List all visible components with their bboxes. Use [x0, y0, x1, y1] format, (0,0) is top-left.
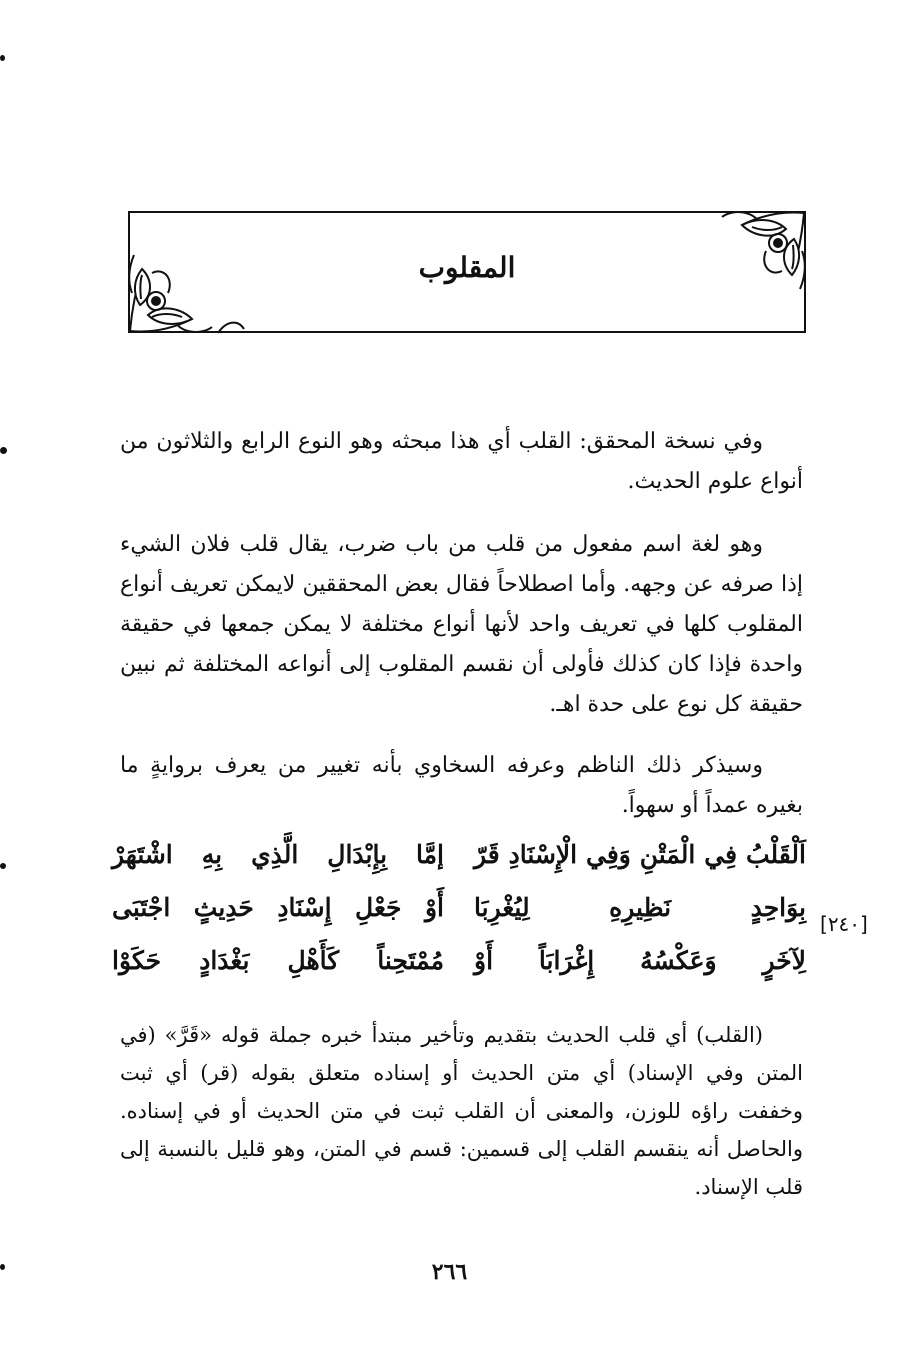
paragraph-text: وسيذكر ذلك الناظم وعرفه السخاوي بأنه تغيير من يعرف بروايةٍ ما بغيره عمداً أو سهواً. [120, 753, 803, 818]
chapter-title-frame [128, 211, 806, 333]
verse-second-hemistich: إمَّا بِإِبْدَالِ الَّذِي بِهِ اشْتَهَرْ [112, 840, 444, 869]
paragraph-text: وهو لغة اسم مفعول من قلب من باب ضرب، يقال قلب فلان الشيء إذا صرفه عن وجهه. وأما اصطلاحاً فقال بعض المحققين لايمكن تعريف أنواع المقلوب كلها في تعريف واحد لأنها أنواع مختلفة لا يمكن جمعها في حقيقة واحدة فإذا كان كذلك فأولى أن نقسم المقلوب إلى أنواعه المختلفة ثم نبين حقيقة كل نوع على حدة اهـ. [120, 532, 803, 717]
verse-first-hemistich: اَلْقَلْبُ فِي الْمَتْنِ وَفِي الْإِسْنَادِ قَرّ [474, 840, 806, 869]
paragraph-sakhawi-definition [120, 746, 803, 826]
verse-line [112, 946, 806, 999]
paragraph-linguistic-definition [120, 525, 803, 725]
verse-first-hemistich: بِوَاحِدٍ نَظِيرِهِ لِيُغْرِبَا [474, 893, 806, 922]
paragraph-manuscript-note [120, 422, 803, 502]
verse-line [112, 840, 806, 893]
paragraph-commentary [120, 1016, 803, 1206]
paragraph-text: (القلب) أي قلب الحديث بتقديم وتأخير مبتدأ خبره جملة قوله «قَرَّ» (في المتن وفي الإسناد) أي متن الحديث أو إسناده متعلق بقوله (قر) أي ثبت وخففت راؤه للوزن، والمعنى أن القلب ثبت في متن الحديث أو في إسناده. والحاصل أنه ينقسم القلب إلى قسمين: قسم في المتن، وهو قليل بالنسبة إلى قلب الإسناد. [120, 1023, 803, 1199]
poem-verses [112, 840, 806, 999]
page-number: ٢٦٦ [431, 1259, 468, 1285]
verse-second-hemistich: مُمْتَحِناً كَأَهْلِ بَغْدَادٍ حَكَوْا [112, 946, 444, 975]
verse-line [112, 893, 806, 946]
chapter-title: المقلوب [418, 251, 516, 284]
verse-second-hemistich: أَوْ جَعْلِ إِسْنَادِ حَدِيثٍ اجْتَبَى [112, 893, 444, 922]
paragraph-text: وفي نسخة المحقق: القلب أي هذا مبحثه وهو النوع الرابع والثلاثون من أنواع علوم الحديث. [120, 429, 803, 494]
scan-edge-mark-lower [0, 863, 6, 869]
verse-number: [٢٤٠] [820, 912, 868, 936]
verse-first-hemistich: لِآخَرٍ وَعَكْسُهُ إِغْرَابَاً أَوْ [474, 946, 806, 975]
scan-edge-mark-top [0, 55, 5, 61]
scan-edge-mark-middle [0, 447, 7, 454]
